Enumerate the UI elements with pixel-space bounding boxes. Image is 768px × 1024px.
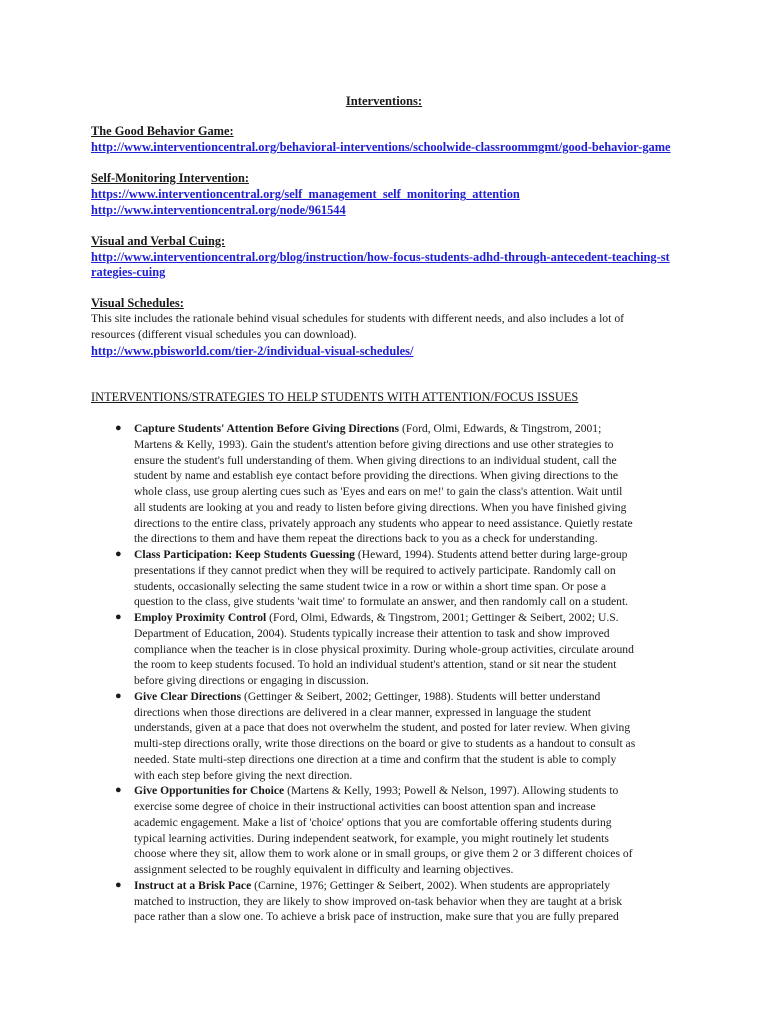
visual-schedules-description-line: This site includes the rationale behind visual schedules for students with different needs, and also includes a lot of xyxy=(91,312,625,325)
strategies-title: INTERVENTIONS/STRATEGIES TO HELP STUDENTS WITH ATTENTION/FOCUS ISSUES xyxy=(91,390,579,404)
strategy-text: assignment selected to be roughly equivalent in difficulty and learning objectives. xyxy=(134,863,514,876)
list-item xyxy=(115,783,694,878)
list-item xyxy=(115,610,694,689)
page-title: Interventions: xyxy=(345,94,423,108)
strategy-text: needed. State multi-step directions one direction at a time and confirm that the student is able to comply xyxy=(134,752,617,766)
link-self-monitoring-attention[interactable]: https://www.interventioncentral.org/self_management_self_monitoring_attention xyxy=(91,187,520,201)
strategy-text: directions when those directions are delivered in a clear manner, expressed in language the student xyxy=(134,705,591,719)
strategy-text: exercise some degree of choice in their instructional activities can boost attention span and increase xyxy=(134,800,596,813)
strategy-text: matched to instruction, they are likely to show improved on-task behavior when they are taught at a brisk xyxy=(134,894,623,908)
visual-schedules-description-line: resources (different visual schedules you can download). xyxy=(91,328,357,341)
strategy-text: the room to keep students focused. To hold an individual student's attention, stand or sit near the student xyxy=(134,658,617,672)
strategy-text: academic engagement. Make a list of 'choice' options that you are comfortable offering students during xyxy=(134,815,612,829)
list-item xyxy=(115,689,694,784)
strategy-text: (Gettinger & Seibert, 2002; Gettinger, 1988). Students will better understand xyxy=(241,689,601,703)
strategy-text: compliance when the teacher is in close physical proximity. During whole-group activities, circulate around xyxy=(134,642,634,656)
strategy-text: Martens & Kelly, 1993). Gain the student's attention before giving directions and use other strategies to xyxy=(134,437,614,451)
strategy-text: (Martens & Kelly, 1993; Powell & Nelson, 1997). Allowing students to xyxy=(284,784,619,798)
strategy-lead: Instruct at a Brisk Pace xyxy=(134,878,252,892)
strategy-text: (Ford, Olmi, Edwards, & Tingstrom, 2001; Gettinger & Seibert, 2002; U.S. xyxy=(266,611,619,624)
strategy-text: students, occasionally selecting the same student twice in a row or within a short time span. Or pose a xyxy=(134,579,607,593)
strategy-lead: Capture Students' Attention Before Giving Directions xyxy=(134,422,400,435)
bullet-icon: ● xyxy=(115,422,122,434)
bullet-icon: ● xyxy=(115,689,122,702)
strategy-text: Department of Education, 2004). Students typically increase their attention to task and show improved xyxy=(134,626,610,640)
strategy-text: (Carnine, 1976; Gettinger & Seibert, 2002). When students are appropriately xyxy=(251,878,610,892)
strategy-text: question to the class, give students 'wait time' to formulate an answer, and then randomly call on a student. xyxy=(134,595,629,609)
strategy-text: before giving directions or engaging in discussion. xyxy=(134,674,369,687)
strategy-text: whole class, use group alerting cues such as 'Eyes and ears on me!' to gain the class's attention. Wait until xyxy=(134,485,623,498)
strategies-list xyxy=(115,421,694,925)
strategy-text: (Ford, Olmi, Edwards, & Tingstrom, 2001; xyxy=(399,422,602,435)
strategy-text: the directions to them and have them repeat the directions back to you as a check for understanding. xyxy=(134,532,598,546)
list-item xyxy=(115,547,694,610)
bullet-icon: ● xyxy=(115,611,122,623)
section-heading-self-monitoring: Self-Monitoring Intervention: xyxy=(91,171,249,185)
strategy-text: presentations if they cannot predict when they will be required to actively participate. Randomly call on xyxy=(134,563,616,577)
strategy-text: pace rather than a slow one. To achieve a brisk pace of instruction, make sure that you are fully prepared xyxy=(134,910,619,924)
list-item xyxy=(115,878,694,925)
link-pbisworld-visual-schedules[interactable]: http://www.pbisworld.com/tier-2/individual-visual-schedules/ xyxy=(91,344,414,358)
section-heading-visual-schedules: Visual Schedules: xyxy=(91,296,184,310)
link-visual-verbal-cuing[interactable]: http://www.interventioncentral.org/blog/instruction/how-focus-students-adhd-through-antecedent-teaching-st xyxy=(91,250,670,264)
bullet-icon: ● xyxy=(115,548,122,560)
strategy-text: with each step before giving the next direction. xyxy=(134,768,353,782)
link-visual-verbal-cuing-continued[interactable]: rategies-cuing xyxy=(91,265,166,279)
section-heading-visual-verbal-cuing: Visual and Verbal Cuing: xyxy=(91,234,226,248)
strategy-text: multi-step directions orally, write those directions on the board or give to students as a handout to consult as xyxy=(134,737,636,750)
strategy-lead: Class Participation: Keep Students Guessing xyxy=(134,548,355,561)
bullet-icon: ● xyxy=(115,878,122,891)
strategy-lead: Give Opportunities for Choice xyxy=(134,784,285,798)
strategy-text: understands, given at a pace that does not overwhelm the student, and posted for later review. When giving xyxy=(134,721,631,735)
section-heading-good-behavior-game: The Good Behavior Game: xyxy=(91,124,234,138)
strategy-text: directions to the entire class, privately approach any students who appear to need assistance. Quietly restate xyxy=(134,516,633,530)
strategy-text: choose where they sit, allow them to work alone or in small groups, or give them 2 or 3 different choices of xyxy=(134,847,633,861)
strategy-text: typical learning activities. During independent seatwork, for example, you might routinely let students xyxy=(134,831,609,845)
list-item xyxy=(115,421,694,547)
strategy-lead: Give Clear Directions xyxy=(134,689,242,703)
bullet-icon: ● xyxy=(115,784,122,797)
strategy-text: student by name and establish eye contact before providing the directions. When giving directions to the xyxy=(134,469,619,483)
strategy-text: ensure the student's full understanding of them. When giving directions to an individual student, call the xyxy=(134,453,617,467)
strategy-text: all students are looking at you and ready to listen before giving directions. When you have finished giving xyxy=(134,500,627,514)
strategy-text: (Heward, 1994). Students attend better during large-group xyxy=(354,548,628,561)
link-node-961544[interactable]: http://www.interventioncentral.org/node/961544 xyxy=(91,203,346,217)
strategy-lead: Employ Proximity Control xyxy=(134,611,267,624)
link-good-behavior-game[interactable]: http://www.interventioncentral.org/behavioral-interventions/schoolwide-classroommgmt/good-behavior-game xyxy=(91,140,671,154)
